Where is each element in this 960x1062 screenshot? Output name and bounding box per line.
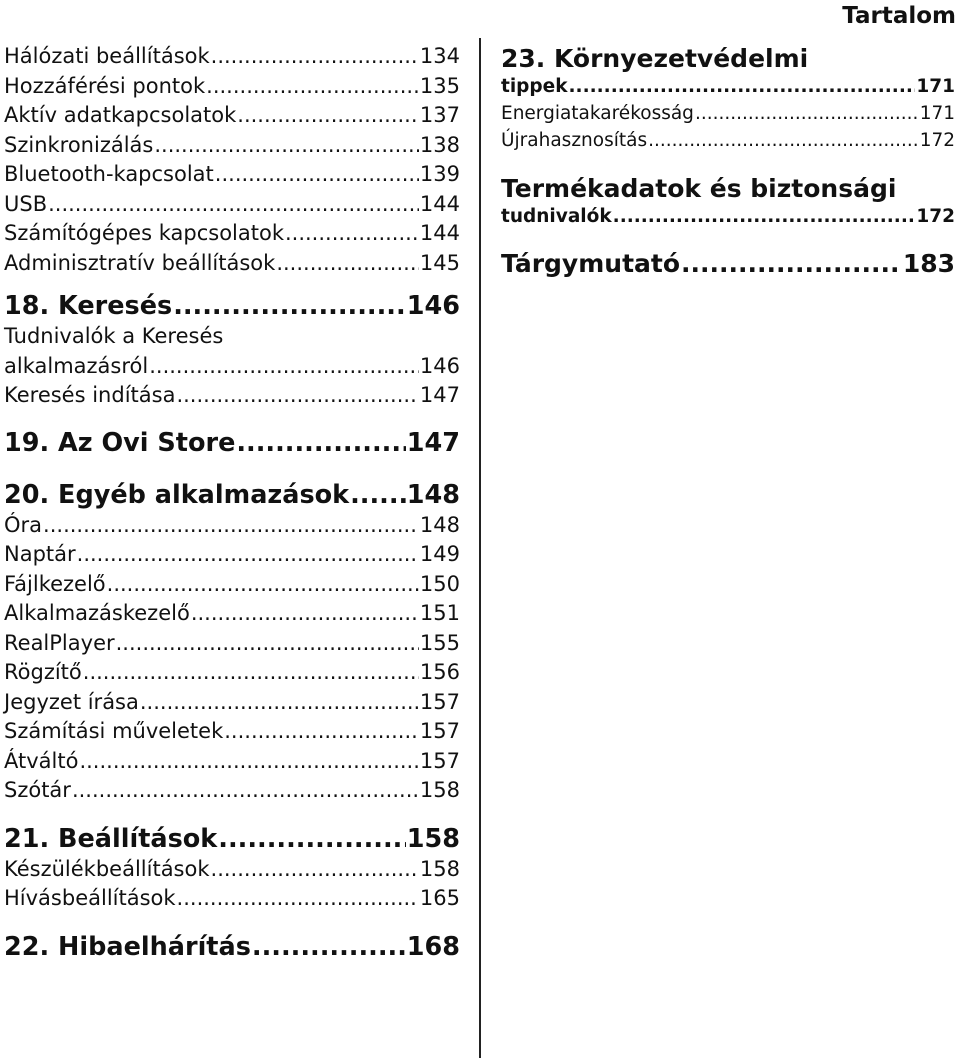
- leader-dots: [276, 249, 419, 279]
- toc-page-number: 149: [419, 542, 460, 566]
- toc-entry[interactable]: [4, 776, 460, 806]
- toc-chapter-entry[interactable]: [4, 480, 460, 511]
- toc-left-column: [4, 42, 460, 963]
- toc-page-number: 135: [419, 73, 460, 98]
- toc-section: [4, 824, 460, 914]
- toc-title-line: Termékadatok és biztonsági: [501, 174, 897, 203]
- toc-page-number: 165: [419, 886, 460, 910]
- toc-section: [501, 249, 955, 278]
- leader-dots: [77, 540, 419, 570]
- leader-dots: [48, 190, 419, 220]
- toc-entry[interactable]: [4, 599, 460, 629]
- leader-dots: [218, 824, 406, 855]
- toc-right-column: [501, 44, 955, 278]
- leader-dots: [350, 480, 406, 511]
- toc-chapter-entry[interactable]: [501, 249, 955, 278]
- toc-entry[interactable]: [4, 511, 460, 541]
- toc-page-number: 157: [419, 748, 460, 773]
- leader-dots: [237, 101, 419, 131]
- toc-chapter-title: 21. Beállítások: [4, 823, 218, 854]
- toc-section: [501, 174, 955, 230]
- toc-entry-title: Bluetooth-kapcsolat: [4, 162, 214, 186]
- leader-dots: [176, 381, 418, 411]
- toc-entry[interactable]: [4, 160, 460, 190]
- toc-entry-title: Fájlkezelő: [4, 571, 106, 596]
- toc-entry-title: RealPlayer: [4, 630, 115, 655]
- toc-entry[interactable]: [4, 540, 460, 570]
- toc-entry[interactable]: [4, 381, 460, 411]
- toc-page-number: 158: [406, 823, 460, 854]
- leader-dots: [211, 855, 419, 885]
- toc-entry-title: Energiatakarékosság: [501, 103, 694, 124]
- toc-page-number: 148: [406, 479, 460, 510]
- toc-entry[interactable]: [501, 127, 955, 154]
- toc-entry[interactable]: [4, 101, 460, 131]
- leader-dots: [613, 203, 916, 230]
- toc-entry[interactable]: [501, 100, 955, 127]
- leader-dots: [83, 658, 419, 688]
- toc-chapter-title: tudnivalók: [501, 206, 612, 227]
- leader-dots: [285, 219, 419, 249]
- toc-page-number: 171: [916, 76, 955, 97]
- toc-page-number: 168: [406, 931, 460, 962]
- leader-dots: [116, 629, 419, 659]
- toc-page-number: 156: [419, 660, 460, 684]
- toc-chapter-entry[interactable]: [4, 428, 460, 459]
- toc-page-number: 138: [419, 132, 460, 157]
- toc-entry-title: Hozzáférési pontok: [4, 73, 206, 98]
- toc-page-number: 134: [419, 44, 460, 68]
- toc-entry-title: alkalmazásról: [4, 353, 149, 378]
- leader-dots: [177, 884, 419, 914]
- leader-dots: [43, 511, 419, 541]
- toc-entry[interactable]: [4, 570, 460, 600]
- toc-page-number: 183: [902, 249, 955, 278]
- toc-page-number: 171: [919, 103, 955, 124]
- toc-entry-title: Hálózati beállítások: [4, 44, 210, 68]
- toc-entry-title: Aktív adatkapcsolatok: [4, 103, 237, 127]
- toc-chapter-entry[interactable]: [4, 932, 460, 963]
- toc-page-number: 172: [919, 130, 955, 151]
- leader-dots: [140, 688, 419, 718]
- toc-chapter-title: 19. Az Ovi Store: [4, 427, 236, 458]
- toc-entry[interactable]: [4, 131, 460, 161]
- toc-section: [4, 932, 460, 963]
- toc-section: [4, 428, 460, 459]
- leader-dots: [149, 352, 419, 382]
- leader-dots: [154, 131, 419, 161]
- toc-entry-title: USB: [4, 191, 48, 216]
- leader-dots: [648, 127, 919, 154]
- toc-page-number: 172: [916, 206, 955, 227]
- toc-page-number: 155: [419, 630, 460, 655]
- toc-chapter-entry[interactable]: [501, 73, 955, 100]
- toc-page-number: 150: [419, 571, 460, 596]
- toc-page-number: 144: [419, 191, 460, 216]
- toc-entry[interactable]: [4, 219, 460, 249]
- toc-page-number: 144: [419, 221, 460, 245]
- toc-chapter-entry[interactable]: [4, 824, 460, 855]
- toc-section: [4, 480, 460, 806]
- toc-section: [4, 291, 460, 411]
- toc-entry-title: Alkalmazáskezelő: [4, 601, 190, 625]
- toc-entry-title: Szinkronizálás: [4, 132, 154, 157]
- leader-dots: [173, 291, 406, 322]
- toc-entry[interactable]: [4, 688, 460, 718]
- toc-page-number: 147: [419, 383, 460, 407]
- toc-entry-title: Készülékbeállítások: [4, 856, 210, 881]
- leader-dots: [215, 160, 419, 190]
- toc-entry[interactable]: [4, 629, 460, 659]
- toc-entry[interactable]: [4, 42, 460, 72]
- leader-dots: [79, 747, 418, 777]
- toc-entry-title: Számítási műveletek: [4, 719, 224, 743]
- toc-page-number: 146: [419, 353, 460, 378]
- toc-section: [4, 42, 460, 278]
- leader-dots: [224, 717, 419, 747]
- toc-chapter-block: [501, 44, 955, 100]
- toc-entry[interactable]: [4, 190, 460, 220]
- toc-chapter-title: 18. Keresés: [4, 291, 173, 321]
- leader-dots: [681, 249, 902, 278]
- toc-entry-title: Számítógépes kapcsolatok: [4, 221, 284, 245]
- toc-entry-title: Szótár: [4, 778, 71, 802]
- toc-entry[interactable]: [4, 352, 460, 382]
- toc-entry[interactable]: [4, 747, 460, 777]
- leader-dots: [107, 570, 419, 600]
- toc-page-number: 147: [406, 427, 460, 458]
- toc-entry[interactable]: [4, 249, 460, 279]
- leader-dots: [252, 932, 406, 963]
- toc-page-number: 137: [419, 103, 460, 127]
- leader-dots: [569, 73, 916, 100]
- toc-page-number: 158: [419, 778, 460, 802]
- toc-title-line: Tudnivalók a Keresés: [4, 324, 224, 348]
- toc-entry[interactable]: [4, 855, 460, 885]
- toc-page-number: 148: [419, 512, 460, 537]
- toc-page-number: 158: [419, 856, 460, 881]
- toc-chapter-title: Tárgymutató: [501, 249, 681, 278]
- toc-chapter-title: 20. Egyéb alkalmazások: [4, 479, 350, 510]
- toc-entry[interactable]: [4, 717, 460, 747]
- toc-entry-title: Átváltó: [4, 748, 79, 773]
- leader-dots: [191, 599, 419, 629]
- toc-page-number: 157: [419, 689, 460, 714]
- toc-entry-title: Keresés indítása: [4, 383, 176, 407]
- toc-chapter-entry[interactable]: [4, 291, 460, 322]
- toc-entry-title: Óra: [4, 512, 43, 537]
- toc-entry-title: Adminisztratív beállítások: [4, 250, 276, 275]
- toc-page-number: 146: [406, 291, 460, 321]
- toc-chapter-entry[interactable]: [501, 203, 955, 230]
- toc-entry-title: Jegyzet írása: [4, 689, 139, 714]
- toc-entry-title: Újrahasznosítás: [501, 130, 648, 151]
- leader-dots: [695, 100, 919, 127]
- toc-entry[interactable]: [4, 884, 460, 914]
- leader-dots: [72, 776, 419, 806]
- toc-chapter-title: 22. Hibaelhárítás: [4, 931, 251, 962]
- toc-entry-title: Hívásbeállítások: [4, 886, 176, 910]
- column-divider: [479, 38, 481, 1058]
- toc-entry[interactable]: [4, 658, 460, 688]
- toc-entry-title: Rögzítő: [4, 660, 82, 684]
- leader-dots: [206, 72, 419, 102]
- toc-entry[interactable]: [4, 72, 460, 102]
- leader-dots: [236, 428, 405, 459]
- toc-chapter-title: tippek: [501, 76, 568, 97]
- toc-page-number: 151: [419, 601, 460, 625]
- leader-dots: [211, 42, 419, 72]
- toc-entry-title: Naptár: [4, 542, 76, 566]
- toc-section: [501, 44, 955, 154]
- toc-page-number: 145: [419, 250, 460, 275]
- toc-chapter-block: [501, 174, 955, 230]
- toc-page-number: 157: [419, 719, 460, 743]
- toc-title-line: 23. Környezetvédelmi: [501, 44, 809, 73]
- toc-page-number: 139: [419, 162, 460, 186]
- page-header-title: Tartalom: [842, 3, 956, 29]
